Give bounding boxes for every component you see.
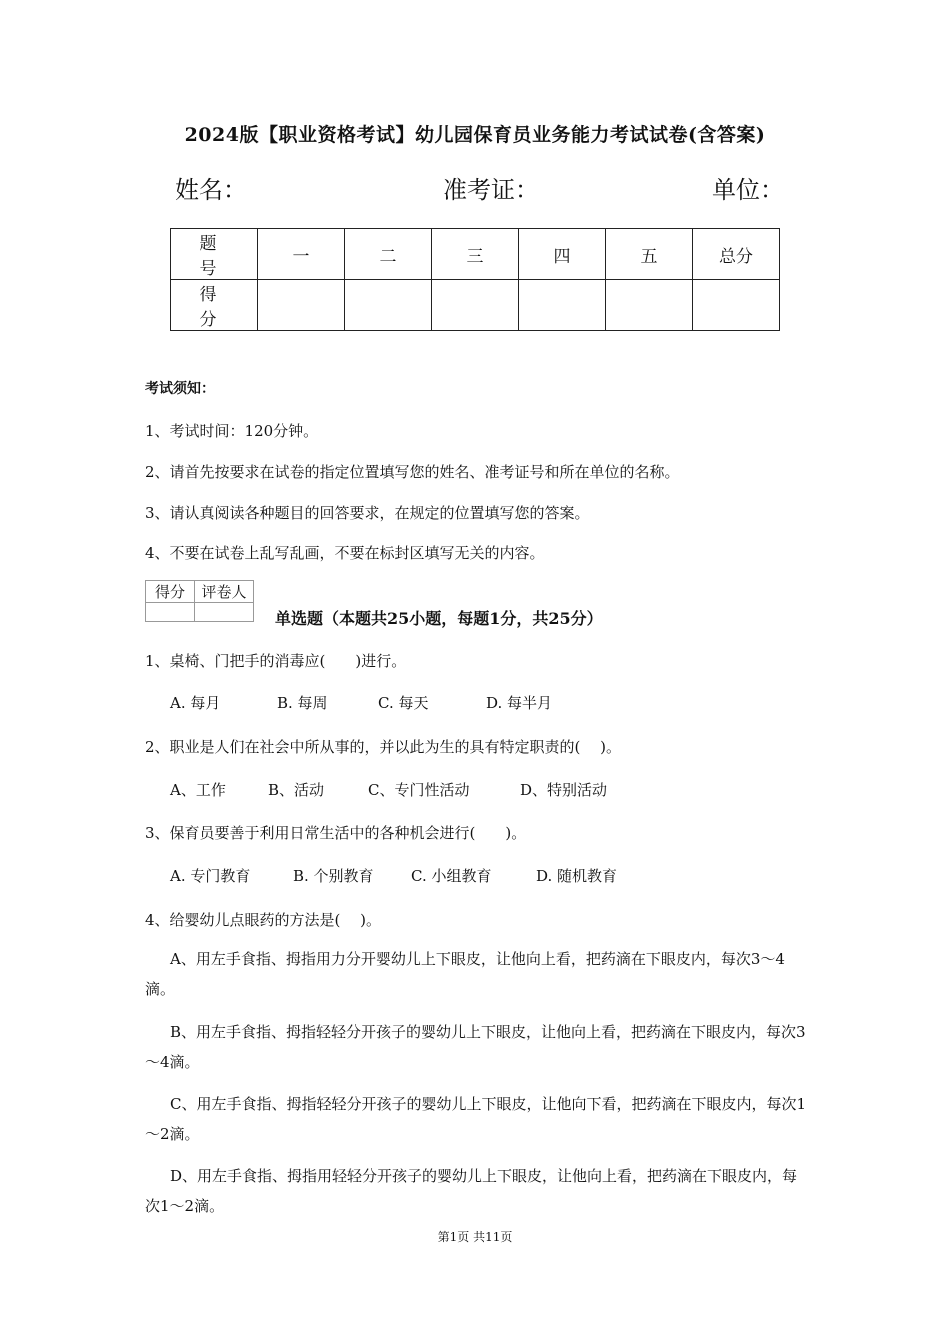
question-stem: 4、给婴幼儿点眼药的方法是( )。 [145,911,382,929]
name-field-label: 姓名： [175,176,247,204]
option[interactable]: B. 个别教育 [293,867,374,885]
score-table-cell: 三 [432,229,519,280]
grader-box-label: 评卷人 [195,581,254,603]
score-table-cell: 题 号 [171,229,258,280]
question-options [170,865,617,886]
score-table-cell: 一 [258,229,345,280]
score-table-cell: 二 [345,229,432,280]
question-stem: 2、职业是人们在社会中所从事的，并以此为生的具有特定职责的( )。 [145,738,622,756]
option[interactable]: B. 每周 [277,694,328,712]
option[interactable]: B、活动 [268,781,325,799]
score-entry-cell[interactable] [693,280,780,331]
question-stem: 1、桌椅、门把手的消毒应( )进行。 [145,652,407,670]
grader-box [145,580,254,622]
grader-box-label: 得分 [146,581,195,603]
option-paragraph[interactable]: B、用左手食指、拇指轻轻分开孩子的婴幼儿上下眼皮，让他向上看，把药滴在下眼皮内，每次3～4滴。 [145,1023,806,1071]
question-stem: 3、保育员要善于利用日常生活中的各种机会进行( )。 [145,824,527,842]
option[interactable]: A. 每月 [170,694,221,712]
notice-item: 2、请首先按要求在试卷的指定位置填写您的姓名、准考证号和所在单位的名称。 [145,463,680,481]
score-entry-cell[interactable] [258,280,345,331]
option[interactable]: D、特别活动 [520,781,608,799]
option[interactable]: A、工作 [170,781,226,799]
option[interactable]: C、专门性活动 [368,781,470,799]
page-footer: 第1页 共11页 [437,1230,513,1244]
score-entry-cell[interactable] [432,280,519,331]
unit-field-label: 单位： [712,176,784,204]
score-table-score-row [171,280,780,331]
option-paragraph[interactable]: D、用左手食指、拇指用轻轻分开孩子的婴幼儿上下眼皮，让他向上看，把药滴在下眼皮内，每次1～2滴。 [145,1167,798,1215]
score-entry-cell[interactable] [345,280,432,331]
score-table [170,228,780,331]
option[interactable]: D. 每半月 [486,694,553,712]
question-options [170,692,552,713]
notice-item: 4、不要在试卷上乱写乱画，不要在标封区填写无关的内容。 [145,544,545,562]
option-paragraph[interactable]: A、用左手食指、拇指用力分开婴幼儿上下眼皮，让他向上看，把药滴在下眼皮内，每次3～4滴。 [145,950,785,998]
score-table-cell: 四 [519,229,606,280]
option[interactable]: C. 小组教育 [411,867,492,885]
score-table-cell: 五 [606,229,693,280]
grader-box-entry[interactable] [195,603,254,622]
grader-box-entry[interactable] [146,603,195,622]
notice-item: 3、请认真阅读各种题目的回答要求，在规定的位置填写您的答案。 [145,504,590,522]
section-title: 单选题（本题共25小题，每题1分，共25分） [275,609,603,628]
score-table-cell: 总分 [693,229,780,280]
exam-number-field-label: 准考证： [443,176,539,204]
score-entry-cell[interactable] [519,280,606,331]
score-entry-cell[interactable] [606,280,693,331]
question-options [170,779,607,800]
option[interactable]: A. 专门教育 [170,867,251,885]
document-title: 2024版【职业资格考试】幼儿园保育员业务能力考试试卷(含答案) [184,124,766,146]
option-paragraph[interactable]: C、用左手食指、拇指轻轻分开孩子的婴幼儿上下眼皮，让他向下看，把药滴在下眼皮内，每次1～2滴。 [145,1095,807,1143]
option[interactable]: C. 每天 [378,694,429,712]
score-table-header-row [171,229,780,280]
option[interactable]: D. 随机教育 [536,867,618,885]
notice-title: 考试须知： [145,381,215,397]
notice-item: 1、考试时间：120分钟。 [145,422,319,440]
score-table-cell: 得 分 [171,280,258,331]
